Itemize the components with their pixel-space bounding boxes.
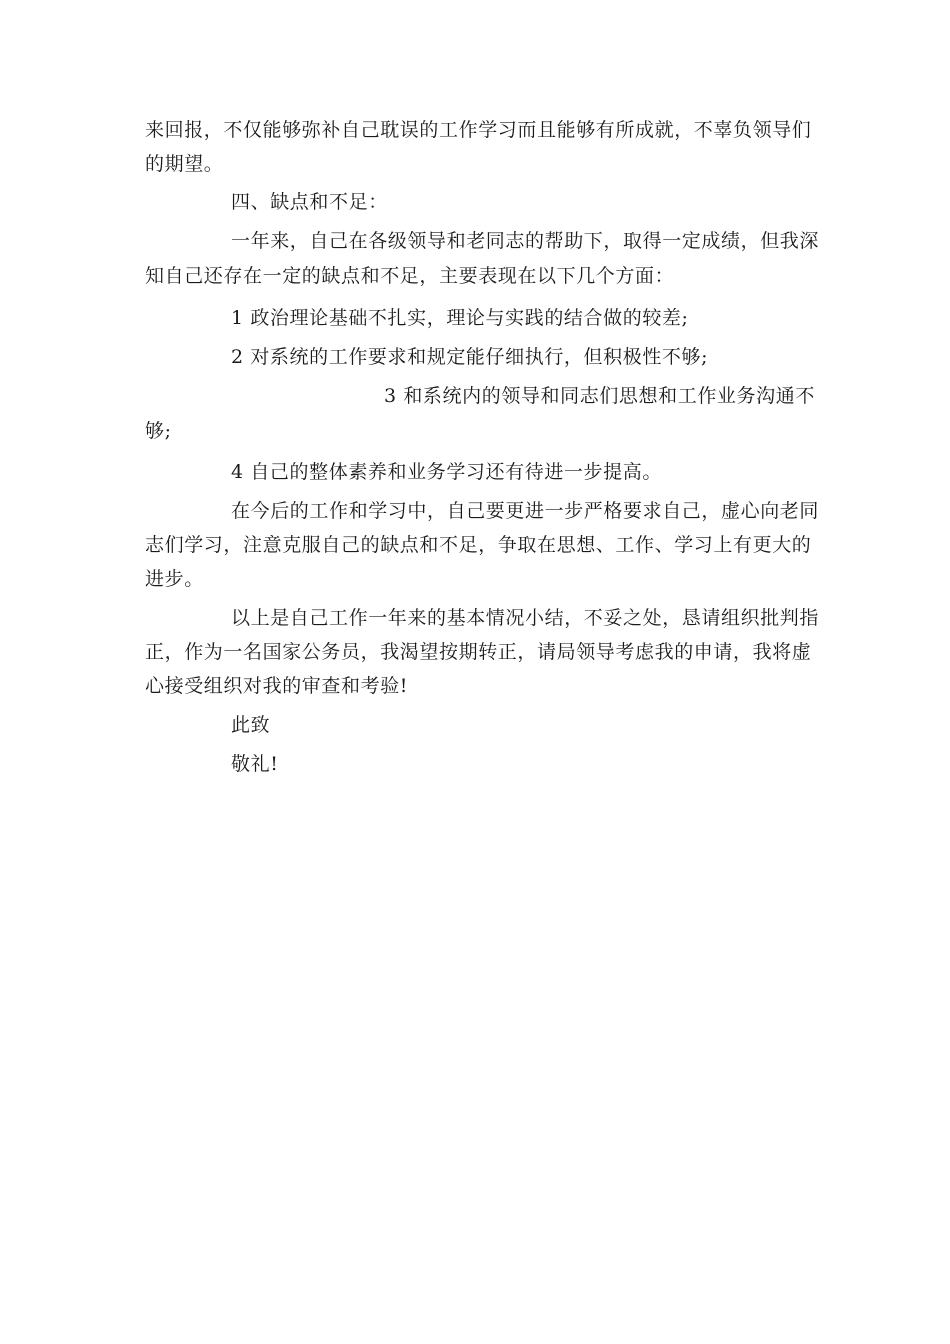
list-item-continuation: 够; <box>145 420 172 442</box>
body-line: 进步。 <box>145 568 204 590</box>
list-item: 4 自己的整体素养和业务学习还有待进一步提高。 <box>231 461 662 483</box>
body-line: 在今后的工作和学习中，自己要更进一步严格要求自己，虚心向老同 <box>231 500 820 522</box>
body-line: 一年来，自己在各级领导和老同志的帮助下，取得一定成绩，但我深 <box>231 230 820 252</box>
closing-regards: 敬礼! <box>231 753 279 775</box>
list-item: 2 对系统的工作要求和规定能仔细执行，但积极性不够; <box>231 346 709 368</box>
body-line: 的期望。 <box>145 153 224 175</box>
closing-salutation: 此致 <box>231 714 271 736</box>
list-item: 1 政治理论基础不扎实，理论与实践的结合做的较差; <box>231 307 689 329</box>
section-heading: 四、缺点和不足： <box>231 191 388 213</box>
body-line: 志们学习，注意克服自己的缺点和不足，争取在思想、工作、学习上有更大的 <box>145 534 812 556</box>
list-item: 3 和系统内的领导和同志们思想和工作业务沟通不 <box>384 385 815 407</box>
body-line: 来回报，不仅能够弥补自己耽误的工作学习而且能够有所成就，不辜负领导们 <box>145 119 812 141</box>
body-line: 以上是自己工作一年来的基本情况小结，不妥之处，恳请组织批判指 <box>231 607 820 629</box>
body-line: 知自己还存在一定的缺点和不足，主要表现在以下几个方面： <box>145 265 675 287</box>
body-line: 心接受组织对我的审查和考验! <box>145 675 409 697</box>
body-line: 正，作为一名国家公务员，我渴望按期转正，请局领导考虑我的申请，我将虚 <box>145 641 812 663</box>
